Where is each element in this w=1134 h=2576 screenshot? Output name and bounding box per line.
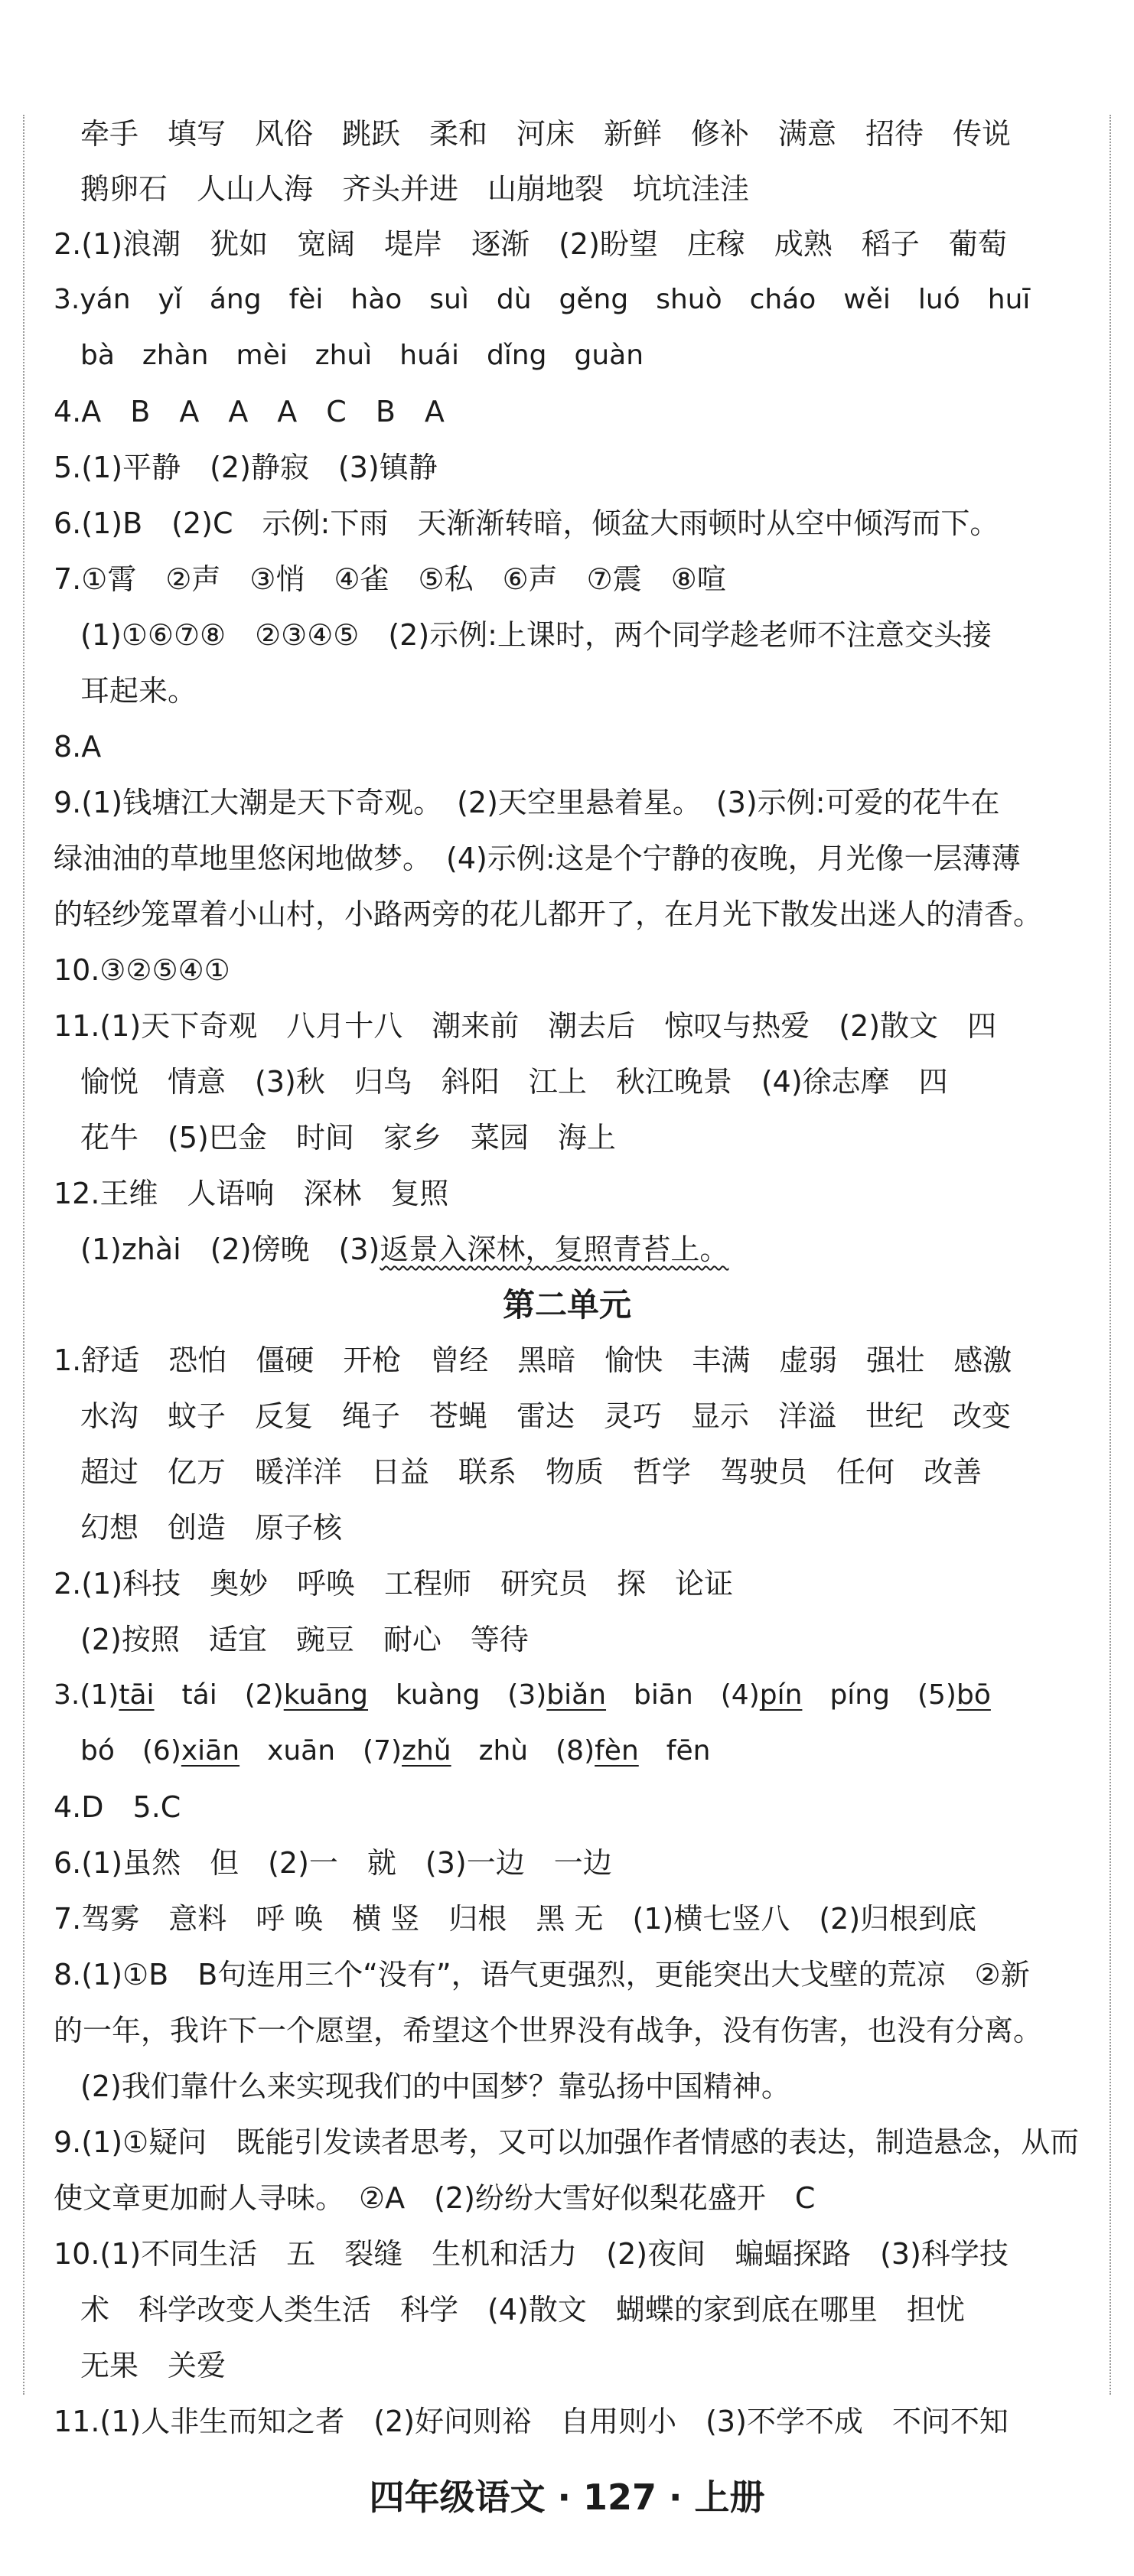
unit2-q10-cont-2: 无果 关爱 bbox=[80, 2349, 226, 2382]
unit2-q8-cont: 的一年，我许下一个愿望，希望这个世界没有战争，没有伤害，也没有分离。 bbox=[54, 2014, 1043, 2047]
unit2-q9: 9.(1)①疑问 既能引发读者思考，又可以加强作者情感的表达，制造悬念，从而 bbox=[54, 2125, 1080, 2159]
unit2-q7: 7.驾雾 意料 呼 唤 横 竖 归根 黑 无 (1)横七竖八 (2)归根到底 bbox=[54, 1902, 977, 1936]
unit2-q3-underlined: tāi bbox=[119, 1679, 155, 1711]
unit2-q3-underlined: zhǔ bbox=[402, 1735, 451, 1767]
unit2-q10: 10.(1)不同生活 五 裂缝 生机和活力 (2)夜间 蝙蝠探路 (3)科学技 bbox=[54, 2237, 1009, 2271]
unit1-q3-pinyin-2: bà zhàn mèi zhuì huái dǐng guàn bbox=[80, 340, 644, 371]
unit1-q9: 9.(1)钱塘江大潮是天下奇观。 (2)天空里悬着星。 (3)示例:可爱的花牛在 bbox=[54, 786, 1000, 819]
unit1-q9-cont-1: 绿油油的草地里悠闲地做梦。 (4)示例:这是个宁静的夜晚，月光像一层薄薄 bbox=[54, 842, 1021, 875]
unit1-q5: 5.(1)平静 (2)静寂 (3)镇静 bbox=[54, 451, 438, 484]
unit1-q7-sub: (1)①⑥⑦⑧ ②③④⑤ (2)示例:上课时，两个同学趁老师不注意交头接 bbox=[80, 618, 992, 652]
unit2-q3-underlined: biǎn bbox=[546, 1679, 607, 1711]
unit2-q3-text: píng (5) bbox=[802, 1679, 956, 1711]
unit2-q1-cont-2: 超过 亿万 暖洋洋 日益 联系 物质 哲学 驾驶员 任何 改善 bbox=[80, 1455, 982, 1489]
unit2-q6: 6.(1)虽然 但 (2)一 就 (3)一边 一边 bbox=[54, 1846, 612, 1880]
unit2-heading: 第二单元 bbox=[502, 1286, 631, 1324]
unit2-q3-text: xuān (7) bbox=[240, 1735, 402, 1767]
unit2-q8: 8.(1)①B B句连用三个“没有”，语气更强烈，更能突出大戈壁的荒凉 ②新 bbox=[54, 1958, 1030, 1991]
unit2-q3-text: bó (6) bbox=[80, 1735, 181, 1767]
unit2-q3-underlined: xiān bbox=[181, 1735, 240, 1767]
unit2-q3-text: tái (2) bbox=[154, 1679, 284, 1711]
unit1-line-1: 牵手 填写 风俗 跳跃 柔和 河床 新鲜 修补 满意 招待 传说 bbox=[80, 117, 1012, 151]
unit2-q11: 11.(1)人非生而知之者 (2)好问则裕 自用则小 (3)不学不成 不问不知 bbox=[54, 2405, 1009, 2438]
unit1-q11: 11.(1)天下奇观 八月十八 潮来前 潮去后 惊叹与热爱 (2)散文 四 bbox=[54, 1009, 997, 1043]
unit2-q2-sub: (2)按照 适宜 豌豆 耐心 等待 bbox=[80, 1623, 529, 1656]
unit2-q3-text: zhù (8) bbox=[451, 1735, 595, 1767]
unit2-q3-text: fēn bbox=[638, 1735, 711, 1767]
unit1-q11-cont-1: 愉悦 情意 (3)秋 归鸟 斜阳 江上 秋江晚景 (4)徐志摩 四 bbox=[80, 1065, 948, 1099]
unit2-q3-text: 3.(1) bbox=[54, 1679, 119, 1711]
unit2-q3 bbox=[54, 1678, 991, 1713]
unit2-q10-cont-1: 术 科学改变人类生活 科学 (4)散文 蝴蝶的家到底在哪里 担忧 bbox=[80, 2293, 965, 2327]
unit1-q7-sub-cont: 耳起来。 bbox=[80, 674, 197, 708]
unit2-q1-cont-1: 水沟 蚊子 反复 绳子 苍蝇 雷达 灵巧 显示 洋溢 世纪 改变 bbox=[80, 1399, 1012, 1433]
page-footer: 四年级语文 · 127 · 上册 bbox=[369, 2477, 765, 2518]
right-dotted-rule bbox=[1110, 115, 1111, 2395]
unit2-q3-underlined: bō bbox=[956, 1679, 991, 1711]
unit2-q1: 1.舒适 恐怕 僵硬 开枪 曾经 黑暗 愉快 丰满 虚弱 强壮 感激 bbox=[54, 1343, 1012, 1377]
unit1-line-2: 鹅卵石 人山人海 齐头并进 山崩地裂 坑坑洼洼 bbox=[80, 172, 750, 206]
unit1-q12-sub-text: (1)zhài (2)傍晚 (3) bbox=[80, 1233, 380, 1266]
unit1-q2: 2.(1)浪潮 犹如 宽阔 堤岸 逐渐 (2)盼望 庄稼 成熟 稻子 葡萄 bbox=[54, 227, 1007, 261]
unit2-q3-underlined: kuāng bbox=[283, 1679, 369, 1711]
unit2-q3-cont bbox=[80, 1734, 710, 1769]
unit1-q11-cont-2: 花牛 (5)巴金 时间 家乡 菜园 海上 bbox=[80, 1121, 616, 1154]
left-dotted-rule bbox=[23, 115, 24, 2395]
unit1-q6: 6.(1)B (2)C 示例:下雨 天渐渐转暗，倾盆大雨顿时从空中倾泻而下。 bbox=[54, 506, 999, 540]
unit2-q1-cont-3: 幻想 创造 原子核 bbox=[80, 1511, 343, 1545]
unit2-q3-underlined: fèn bbox=[595, 1735, 639, 1767]
unit1-q9-cont-2: 的轻纱笼罩着小山村，小路两旁的花儿都开了，在月光下散发出迷人的清香。 bbox=[54, 897, 1043, 931]
unit2-q3-text: kuàng (3) bbox=[368, 1679, 547, 1711]
unit2-q3-text: biān (4) bbox=[606, 1679, 760, 1711]
unit1-q8: 8.A bbox=[54, 730, 102, 764]
unit2-q8-sub: (2)我们靠什么来实现我们的中国梦？靠弘扬中国精神。 bbox=[80, 2070, 790, 2103]
unit1-q3-pinyin-1: 3.yán yǐ áng fèi hào suì dù gěng shuò cháo wěi luó huī bbox=[54, 284, 1031, 315]
unit1-q12-sub bbox=[80, 1232, 728, 1267]
unit2-q3-underlined: pín bbox=[759, 1679, 803, 1711]
unit2-q2: 2.(1)科技 奥妙 呼唤 工程师 研究员 探 论证 bbox=[54, 1567, 734, 1601]
unit2-q9-cont: 使文章更加耐人寻味。 ②A (2)纷纷大雪好似梨花盛开 C bbox=[54, 2181, 816, 2215]
unit1-q10: 10.③②⑤④① bbox=[54, 953, 230, 987]
unit1-q4: 4.A B A A A C B A bbox=[54, 395, 445, 428]
unit1-q7: 7.①霄 ②声 ③悄 ④雀 ⑤私 ⑥声 ⑦震 ⑧喧 bbox=[54, 562, 726, 596]
unit2-q4-q5: 4.D 5.C bbox=[54, 1790, 181, 1824]
unit1-q12-wavy-answer: 返景入深林，复照青苔上。 bbox=[380, 1233, 729, 1266]
unit1-q12: 12.王维 人语响 深林 复照 bbox=[54, 1177, 449, 1210]
